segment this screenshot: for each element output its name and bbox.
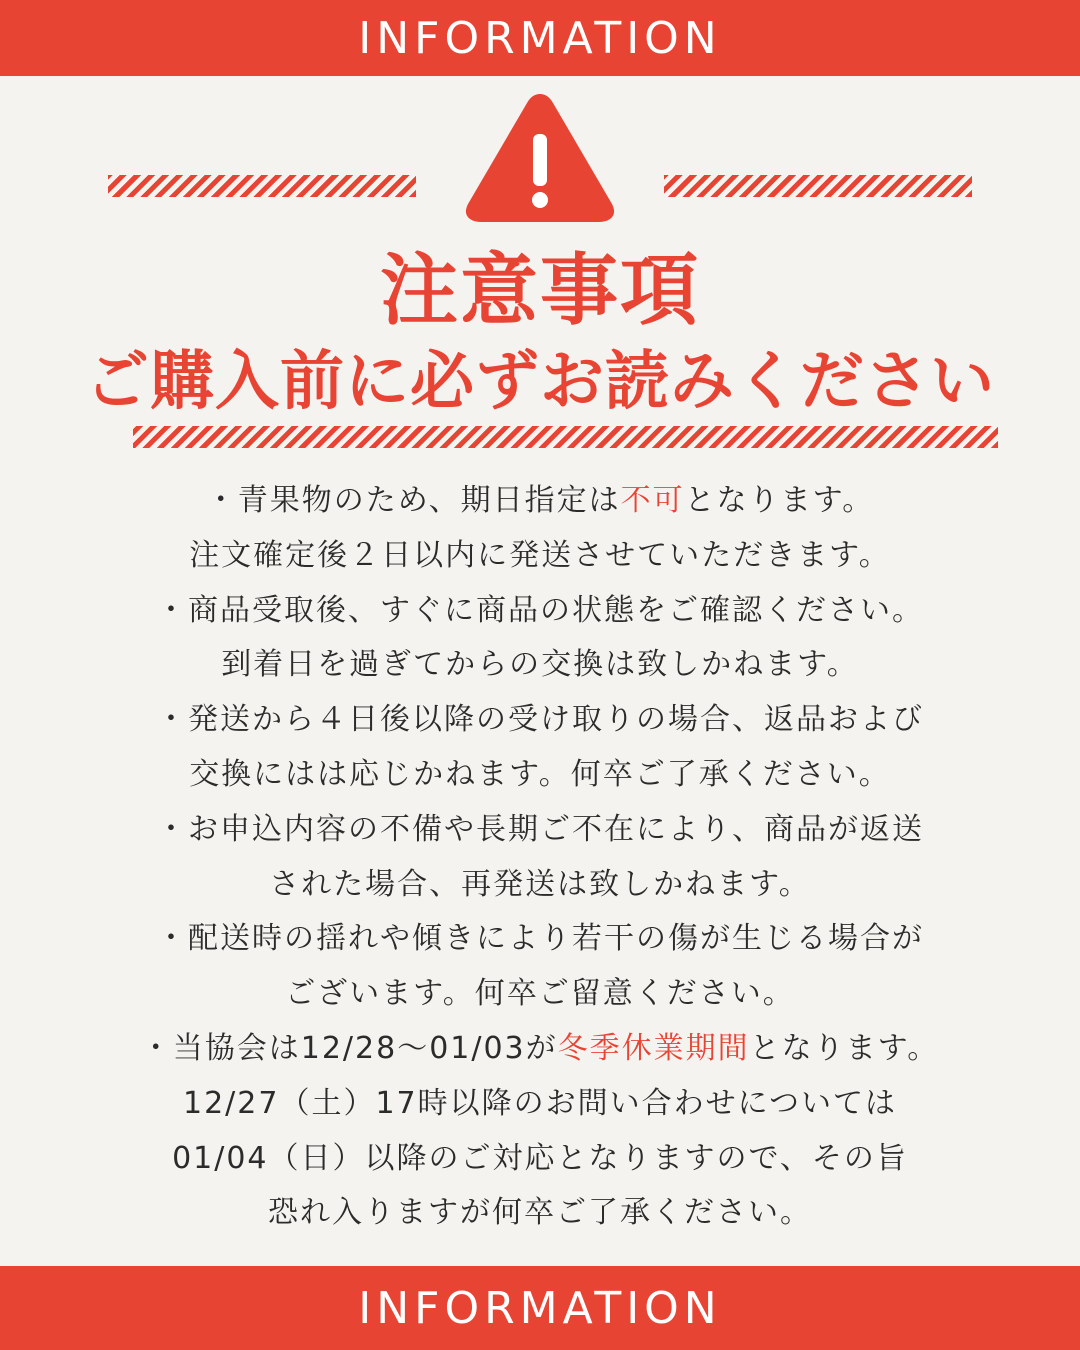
notice-line: ・お申込内容の不備や長期ご不在により、商品が返送 <box>156 811 924 847</box>
notice-line: 01/04（日）以降のご対応となりますので、その旨 <box>172 1140 908 1176</box>
notice-text: ・当協会は12/28〜01/03が <box>140 1030 558 1066</box>
top-information-banner <box>0 0 1080 76</box>
notice-line: ございます。何卒ご留意ください。 <box>285 976 795 1012</box>
notice-line: された場合、再発送は致しかねます。 <box>269 866 811 902</box>
notice-line <box>40 474 1040 529</box>
notice-line <box>40 1022 1040 1077</box>
bottom-banner-label: INFORMATION <box>358 1282 722 1334</box>
notice-line: 12/27（土）17時以降のお問い合わせについては <box>182 1085 898 1121</box>
exclamation-bar <box>533 134 547 186</box>
exclamation-dot <box>532 192 548 208</box>
notice-text: となります。 <box>684 483 875 518</box>
notice-text: となります。 <box>749 1030 940 1066</box>
notice-line: 注文確定後２日以内に発送させていただきます。 <box>189 537 891 573</box>
notice-line: ・商品受取後、すぐに商品の状態をご確認ください。 <box>156 592 924 628</box>
notice-text: ・青果物のため、期日指定は <box>205 483 621 518</box>
notice-list <box>40 474 1040 1241</box>
title-underline-stripe <box>133 426 998 448</box>
notice-line: 到着日を過ぎてからの交換は致しかねます。 <box>221 647 859 683</box>
bottom-information-banner <box>0 1266 1080 1350</box>
notice-line: 交換にはは応じかねます。何卒ご了承ください。 <box>189 756 891 792</box>
notice-highlight: 冬季休業期間 <box>557 1030 750 1066</box>
top-banner-label: INFORMATION <box>358 12 722 64</box>
notice-highlight: 不可 <box>620 483 685 518</box>
notice-line: 恐れ入りますが何卒ご了承ください。 <box>268 1195 812 1231</box>
page-title: 注意事項 <box>379 246 700 336</box>
notice-line: ・配送時の揺れや傾きにより若干の傷が生じる場合が <box>156 921 924 957</box>
page-subtitle: ご購入前に必ずお読みください <box>85 345 995 419</box>
left-stripe-divider <box>108 175 416 197</box>
right-stripe-divider <box>664 175 972 197</box>
warning-triangle-icon <box>462 86 618 226</box>
notice-line: ・発送から４日後以降の受け取りの場合、返品および <box>156 702 924 738</box>
